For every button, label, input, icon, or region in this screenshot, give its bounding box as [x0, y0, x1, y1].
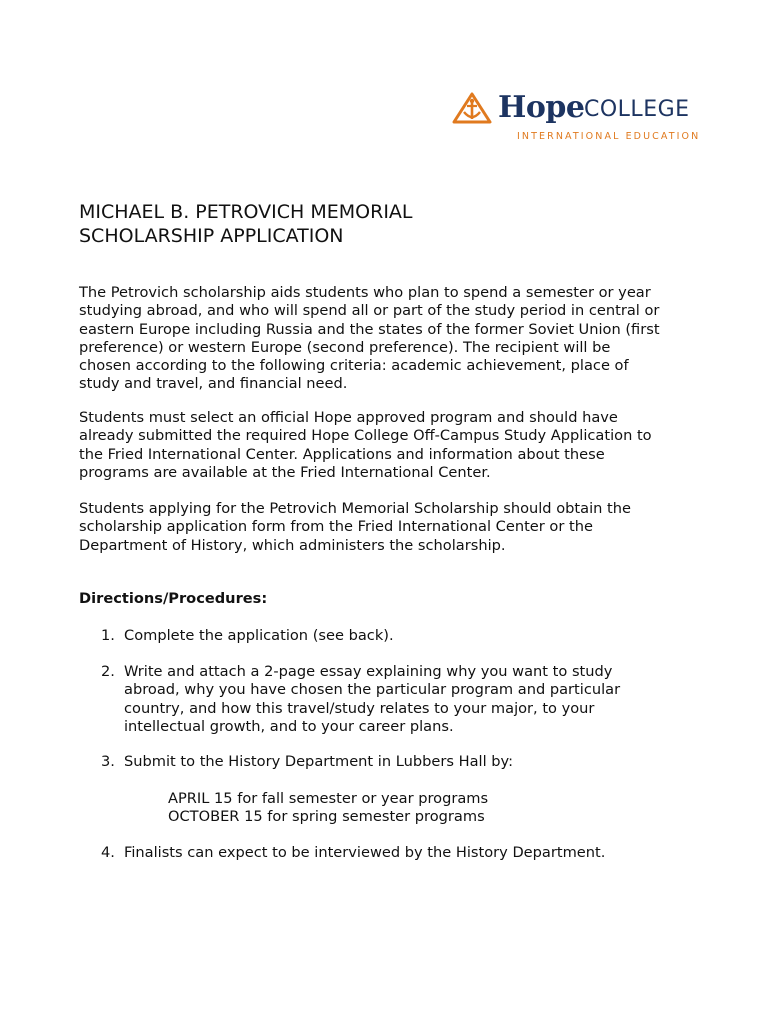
title-line: SCHOLARSHIP APPLICATION — [79, 225, 344, 247]
directions-heading: Directions/Procedures: — [79, 590, 268, 607]
text-line: programs are available at the Fried International Center. — [79, 463, 491, 481]
application-form-paragraph — [79, 500, 699, 555]
intro-paragraph — [79, 284, 699, 394]
text-line: abroad, why you have chosen the particular program and particular — [124, 681, 621, 699]
title-line: MICHAEL B. PETROVICH MEMORIAL — [79, 201, 413, 223]
step-number: 4. — [101, 844, 115, 861]
text-line: preference) or western Europe (second preference). The recipient will be — [79, 338, 611, 356]
text-line: scholarship application form from the Fried International Center or the — [79, 518, 593, 536]
text-line: already submitted the required Hope College Off-Campus Study Application to — [79, 427, 652, 445]
text-line: Department of History, which administers the scholarship. — [79, 536, 506, 554]
step-number: 2. — [101, 663, 115, 680]
step-text — [124, 627, 684, 645]
step-text — [124, 663, 684, 736]
text-line: eastern Europe including Russia and the states of the former Soviet Union (first — [79, 320, 660, 338]
text-line: study and travel, and financial need. — [79, 375, 348, 393]
logo-brand-hope: Hope — [498, 90, 585, 125]
text-line: Students applying for the Petrovich Memorial Scholarship should obtain the — [79, 500, 631, 517]
text-line: chosen according to the following criteria: academic achievement, place of — [79, 357, 629, 375]
step-number: 1. — [101, 627, 115, 644]
text-line: Finalists can expect to be interviewed by the History Department. — [124, 844, 606, 861]
step-number: 3. — [101, 753, 115, 770]
submission-deadlines — [168, 790, 488, 827]
text-line: the Fried International Center. Applications and information about these — [79, 445, 605, 463]
text-line: Write and attach a 2-page essay explaining why you want to study — [124, 663, 613, 680]
deadline-line: APRIL 15 for fall semester or year programs — [168, 790, 489, 807]
text-line: The Petrovich scholarship aids students who plan to spend a semester or year — [79, 284, 651, 301]
programs-paragraph — [79, 409, 699, 482]
deadline-line: OCTOBER 15 for spring semester programs — [168, 808, 485, 826]
logo-subtitle: INTERNATIONAL EDUCATION — [517, 131, 701, 142]
step-text — [124, 753, 684, 771]
hope-college-logo — [452, 88, 701, 148]
text-line: Submit to the History Department in Lubbers Hall by: — [124, 753, 514, 770]
step-text — [124, 844, 684, 862]
text-line: country, and how this travel/study relates to your major, to your — [124, 699, 595, 717]
logo-brand-college: COLLEGE — [584, 97, 690, 122]
text-line: Students must select an official Hope approved program and should have — [79, 409, 618, 426]
anchor-logo-icon — [452, 92, 492, 126]
page-title — [79, 200, 413, 248]
text-line: Complete the application (see back). — [124, 627, 394, 644]
text-line: intellectual growth, and to your career plans. — [124, 717, 454, 735]
text-line: studying abroad, and who will spend all or part of the study period in central or — [79, 302, 660, 320]
